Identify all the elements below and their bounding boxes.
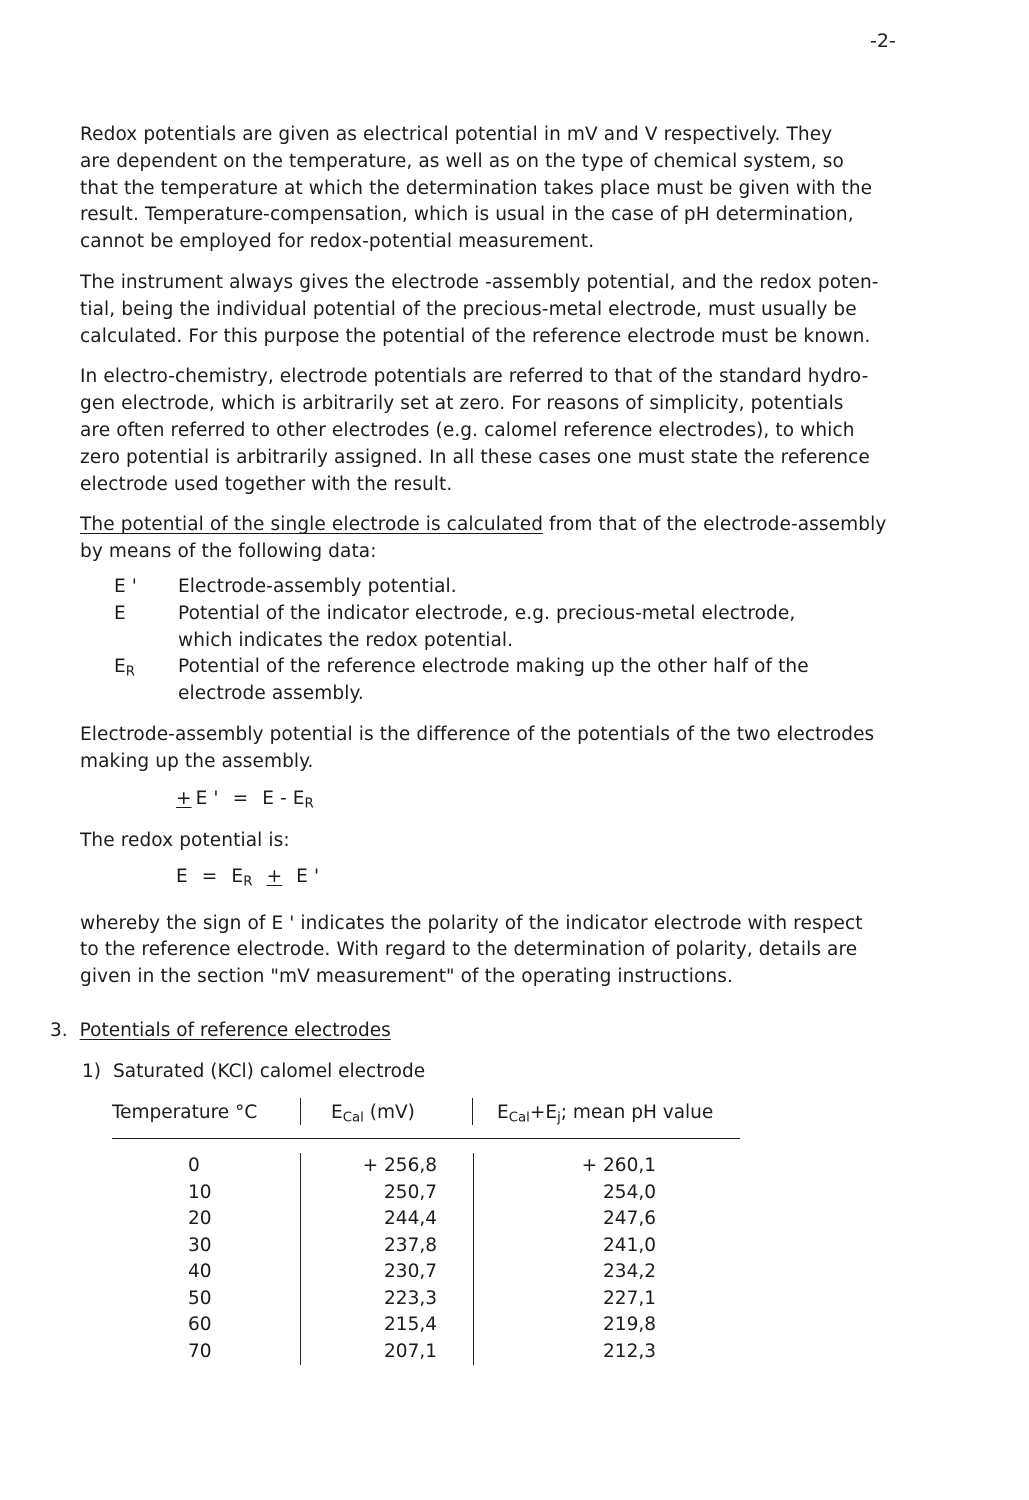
plus-minus-sign: + <box>176 787 192 809</box>
table-cell: 0 <box>188 1155 200 1176</box>
header-ecal-ej: $E_{Cal}+E_j$; mean pH value <box>472 1098 738 1125</box>
table-cell: 20 <box>188 1208 212 1229</box>
redox-is-label: The redox potential is: <box>80 829 290 851</box>
table-cell: 223,3 <box>384 1287 437 1309</box>
subsection-title: Saturated (KCl) calomel electrode <box>113 1061 426 1082</box>
document-body <box>80 122 960 1005</box>
table-cell: 241,0 <box>603 1234 656 1256</box>
definition-term: $E_R$ <box>114 656 136 680</box>
definition-row <box>80 574 960 601</box>
column-ecal-ej <box>473 1153 740 1365</box>
table-cell: 219,8 <box>603 1314 656 1335</box>
table-cell: 215,4 <box>384 1314 437 1335</box>
definition-text: Potential of the indicator electrode, e.g. precious-metal electrode, which indicates the redox potential. <box>178 602 796 651</box>
definition-term: E ' <box>114 575 137 597</box>
table-cell: 70 <box>188 1340 212 1362</box>
subsection-number: 1) <box>82 1061 101 1082</box>
formula-assembly: + E ' = E - $E_R$ <box>176 787 314 811</box>
column-ecal <box>300 1153 473 1365</box>
table-cell: 50 <box>188 1287 212 1309</box>
formula-redox: E = $E_R$ + E ' <box>176 866 320 890</box>
paragraph-instrument: The instrument always gives the electrode -assembly potential, and the redox poten- tial, being the individual potential of the precious-metal electrode, must usually be calculated. For this purpose the potential of the reference electrode must be known. <box>80 271 879 347</box>
definition-list <box>80 574 960 708</box>
definition-text: Electrode-assembly potential. <box>178 575 457 597</box>
header-temperature: Temperature °C <box>112 1102 258 1123</box>
table-header <box>112 1098 740 1139</box>
table-cell: 250,7 <box>384 1181 437 1203</box>
subsection-heading <box>82 1061 425 1082</box>
definition-row <box>80 654 960 708</box>
paragraph-redox-units: Redox potentials are given as electrical potential in mV and V respectively. They are dependent on the temperature, as well as on the type of chemical system, so that the temperature at which the determination takes place must be given with the result. Temperature-compensation, which is usual in the case of pH determination, cannot be employed for redox-potential measurement. <box>80 124 873 253</box>
table-cell: 10 <box>188 1181 212 1203</box>
page-number: -2- <box>870 30 896 52</box>
table-cell: 244,4 <box>384 1208 437 1229</box>
calc-intro-rest: from that of the electrode-assembly by means of the following data: <box>80 514 887 563</box>
table-cell: 40 <box>188 1261 212 1282</box>
table-cell: 234,2 <box>603 1261 656 1282</box>
table-cell: + 260,1 <box>581 1155 656 1176</box>
definition-text: Potential of the reference electrode making up the other half of the electrode assembly. <box>178 656 809 705</box>
table-cell: 227,1 <box>603 1287 656 1309</box>
plus-minus-sign: + <box>266 866 283 888</box>
paragraph-assembly: Electrode-assembly potential is the difference of the potentials of the two electrodes making up the assembly. <box>80 723 875 772</box>
table-cell: 60 <box>188 1314 212 1335</box>
column-temperature <box>112 1153 300 1365</box>
table-cell: 247,6 <box>603 1208 656 1229</box>
definition-row <box>80 601 960 655</box>
header-ecal: $E_{Cal}$ (mV) <box>300 1098 472 1125</box>
section-heading <box>50 1020 391 1041</box>
paragraph-electrochemistry: In electro-chemistry, electrode potentials are referred to that of the standard hydro- gen electrode, which is arbitrarily set at zero. For reasons of simplicity, potentials are often referred to other electrodes (e.g. calomel reference electrodes), to which zero potential is arbitrarily assigned. In all these cases one must state the reference electrode used together with the result. <box>80 366 870 495</box>
table-cell: 30 <box>188 1234 212 1256</box>
calomel-table <box>112 1098 740 1365</box>
calc-intro-underlined: The potential of the single electrode is calculated <box>80 514 544 536</box>
table-cell: 237,8 <box>384 1234 437 1256</box>
table-cell: + 256,8 <box>362 1155 437 1176</box>
table-cell: 254,0 <box>603 1181 656 1203</box>
table-cell: 230,7 <box>384 1261 437 1282</box>
section-title: Potentials of reference electrodes <box>79 1020 391 1041</box>
definition-term: E <box>114 602 126 624</box>
table-cell: 212,3 <box>603 1340 656 1362</box>
paragraph-polarity: whereby the sign of E ' indicates the polarity of the indicator electrode with respect to the reference electrode. With regard to the determination of polarity, details are given in the section "mV measurement" of the operating instructions. <box>80 912 863 988</box>
section-number: 3. <box>50 1020 68 1041</box>
table-cell: 207,1 <box>384 1340 437 1362</box>
table-body <box>112 1139 740 1365</box>
paragraph-calc-intro <box>80 512 960 566</box>
